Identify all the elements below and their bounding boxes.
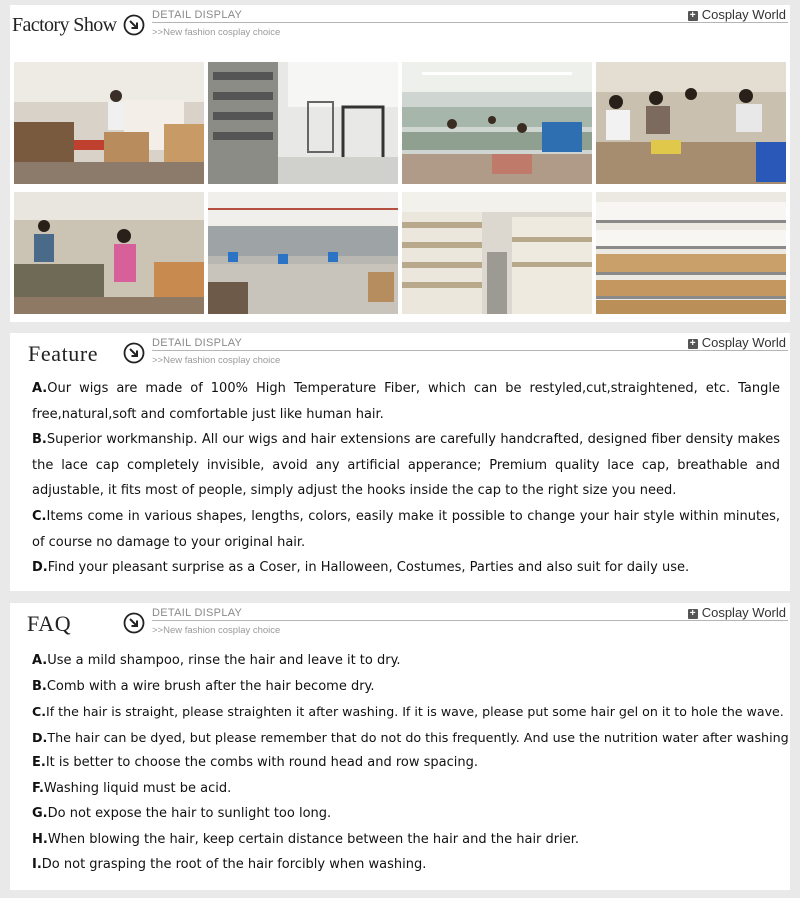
factory-photo-warehouse-racks [208,62,398,184]
section-header [10,603,790,643]
faq-item [32,674,780,700]
detail-display-label: DETAIL DISPLAY [152,9,243,21]
factory-photo-packing [14,62,204,184]
faq-item [32,699,784,725]
item-text: Items come in various shapes, lengths, colors, easily make it possible to change your hair style within minutes, of course no damage to your original hair. [32,508,780,550]
item-key: A. [32,381,48,396]
item-key: H. [32,831,48,847]
factory-show-section [10,5,790,322]
detail-display-label: DETAIL DISPLAY [152,337,243,349]
brand-text: Cosplay World [701,7,786,22]
plus-icon: + [688,339,698,349]
header-rule [152,350,788,351]
feature-item [32,376,780,427]
item-key: C. [32,508,47,524]
factory-photo-production-floor [208,192,398,314]
faq-item [32,648,780,674]
item-text: The hair can be dyed, but please remember that do not do this frequently. And use the nutrition water after washing [47,729,789,745]
item-key: A. [32,653,48,668]
item-key: D. [32,560,48,576]
faq-item [32,801,780,827]
brand-text: Cosplay World [701,605,786,620]
faq-item [32,852,780,878]
feature-item [32,555,780,581]
item-text: When blowing the hair, keep certain distance between the hair and the hair drier. [47,831,580,847]
section-header [10,5,790,45]
feature-section [10,333,790,591]
header-rule [152,22,788,23]
factory-photo-workshop-hall [402,62,592,184]
brand-text: Cosplay World [701,335,786,350]
item-text: If the hair is straight, please straighten it after washing. If it is wave, please put some hair gel on it to hole the wave. [46,704,784,719]
faq-item [32,725,789,751]
item-key: E. [32,755,46,770]
item-key: C. [32,704,47,719]
brand-label [688,7,786,22]
feature-list [32,376,780,581]
item-text: Superior workmanship. All our wigs and hair extensions are carefully handcrafted, designed fiber density makes the lace cap completely invisible, avoid any artificial apperance; Premium quality lace cap, breathable and adjustable, it fits most of people, simply adjust the hooks inside the cap to the right size you need. [32,432,780,499]
item-text: Our wigs are made of 100% High Temperature Fiber, which can be restyled,cut,straightened, etc. Tangle free,natural,soft and comfortable just like human hair. [32,381,780,422]
brand-label [688,335,786,350]
factory-photo-workers-table [596,62,786,184]
arrow-circle-icon [123,342,145,364]
item-text: Find your pleasant surprise as a Coser, in Halloween, Costumes, Parties and also suit for daily use. [47,560,690,576]
item-text: Do not grasping the root of the hair forcibly when washing. [41,857,427,872]
item-text: Washing liquid must be acid. [43,780,232,796]
arrow-circle-icon [123,612,145,634]
detail-display-label: DETAIL DISPLAY [152,607,243,619]
item-key: G. [32,806,48,821]
feature-item [32,427,780,504]
section-subtitle: >>New fashion cosplay choice [152,27,281,38]
plus-icon: + [688,609,698,619]
item-text: Do not expose the hair to sunlight too long. [47,806,332,821]
faq-item [32,827,780,853]
item-key: D. [32,729,48,745]
section-title: Feature [28,341,99,366]
item-key: I. [32,857,42,872]
faq-section [10,603,790,890]
factory-photo-sewing-area [14,192,204,314]
item-key: F. [32,780,44,796]
factory-photo-grid [14,62,786,317]
arrow-circle-icon [123,14,145,36]
factory-photo-stacked-boxes [402,192,592,314]
item-text: Use a mild shampoo, rinse the hair and leave it to dry. [47,653,401,668]
factory-photo-storage-shelves [596,192,786,314]
faq-item [32,776,780,802]
section-header [10,333,790,373]
faq-list [32,648,789,878]
faq-item [32,750,780,776]
plus-icon: + [688,11,698,21]
section-subtitle: >>New fashion cosplay choice [152,625,281,636]
feature-item [32,504,780,555]
section-subtitle: >>New fashion cosplay choice [152,355,281,366]
section-title: Factory Show [12,14,117,36]
header-rule [152,620,788,621]
brand-label [688,605,786,620]
item-key: B. [32,678,47,694]
section-title: FAQ [27,611,72,636]
item-text: Comb with a wire brush after the hair become dry. [46,678,375,694]
item-key: B. [32,432,47,448]
item-text: It is better to choose the combs with round head and row spacing. [45,755,479,770]
